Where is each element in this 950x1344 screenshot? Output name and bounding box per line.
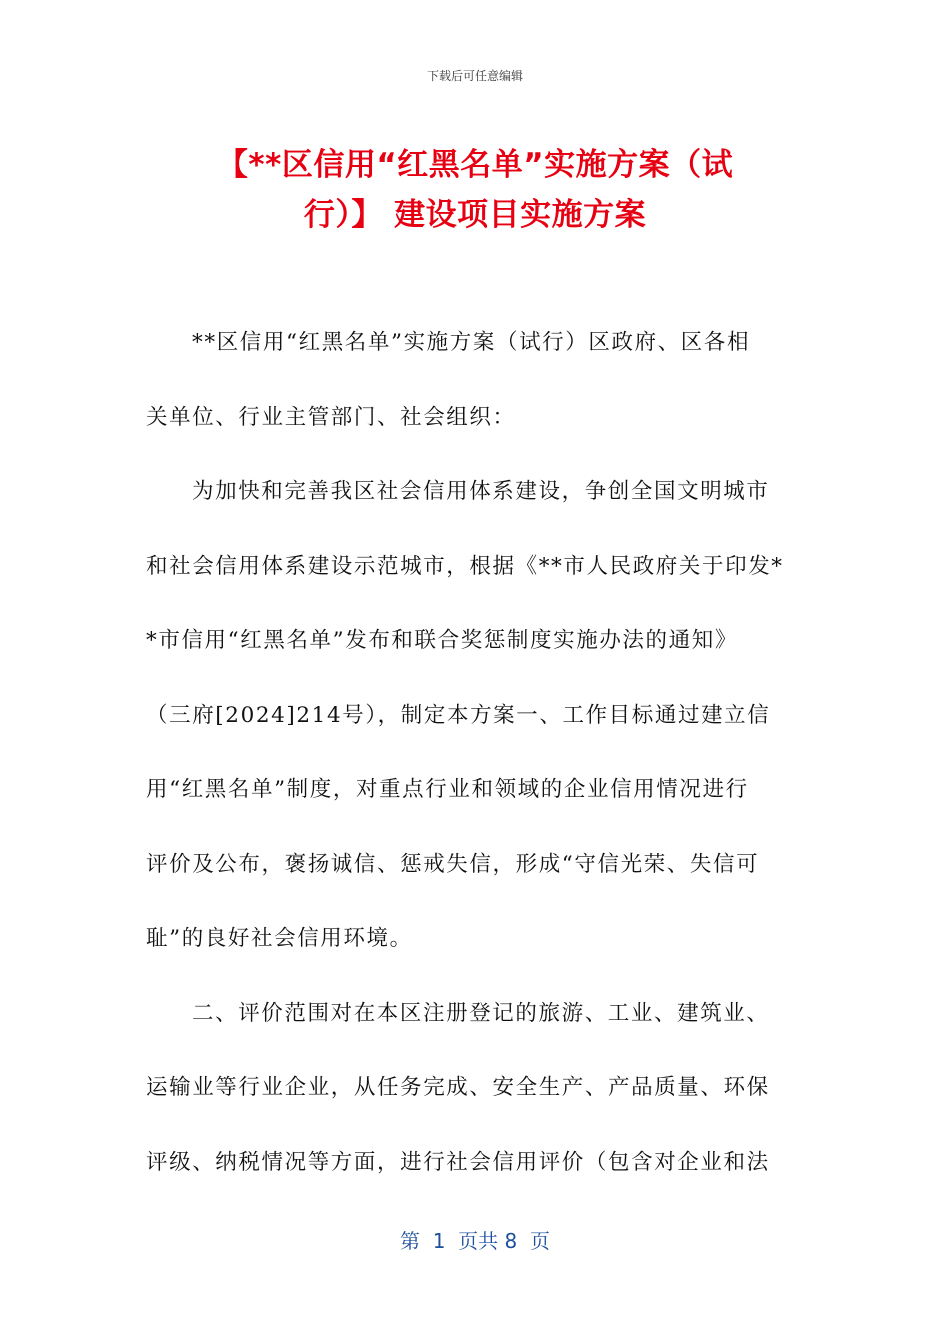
body-line: *市信用“红黑名单”发布和联合奖惩制度实施办法的通知》 [146, 628, 738, 653]
body-line: 二、评价范围对在本区注册登记的旅游、工业、建筑业、 [192, 1000, 770, 1026]
body-line: 用“红黑名单”制度，对重点行业和领域的企业信用情况进行 [146, 777, 749, 802]
body-line: （三府[2024]214号），制定本方案一、工作目标通过建立信 [146, 702, 771, 728]
body-line: 耻”的良好社会信用环境。 [146, 926, 413, 951]
body-line: 为加快和完善我区社会信用体系建设，争创全国文明城市 [192, 479, 770, 504]
body-line: 评级、纳税情况等方面，进行社会信用评价（包含对企业和法 [146, 1149, 770, 1175]
body-line: 和社会信用体系建设示范城市，根据《**市人民政府关于印发* [146, 553, 784, 579]
page-number-footer: 第 1 页共 8 页 [400, 1229, 550, 1253]
body-line: **区信用“红黑名单”实施方案（试行）区政府、区各相 [192, 330, 751, 355]
title-line-2: 行）】 建设项目实施方案 [303, 197, 647, 233]
body-line: 评价及公布，褒扬诚信、惩戒失信，形成“守信光荣、失信可 [146, 851, 760, 877]
document-title [145, 140, 805, 240]
document-body [146, 323, 806, 1217]
body-line: 运输业等行业企业，从任务完成、安全生产、产品质量、环保 [146, 1075, 770, 1100]
page-header-note: 下载后可任意编辑 [426, 69, 523, 83]
body-line: 关单位、行业主管部门、社会组织： [146, 404, 516, 430]
title-line-1: 【**区信用“红黑名单”实施方案（试 [216, 147, 734, 183]
